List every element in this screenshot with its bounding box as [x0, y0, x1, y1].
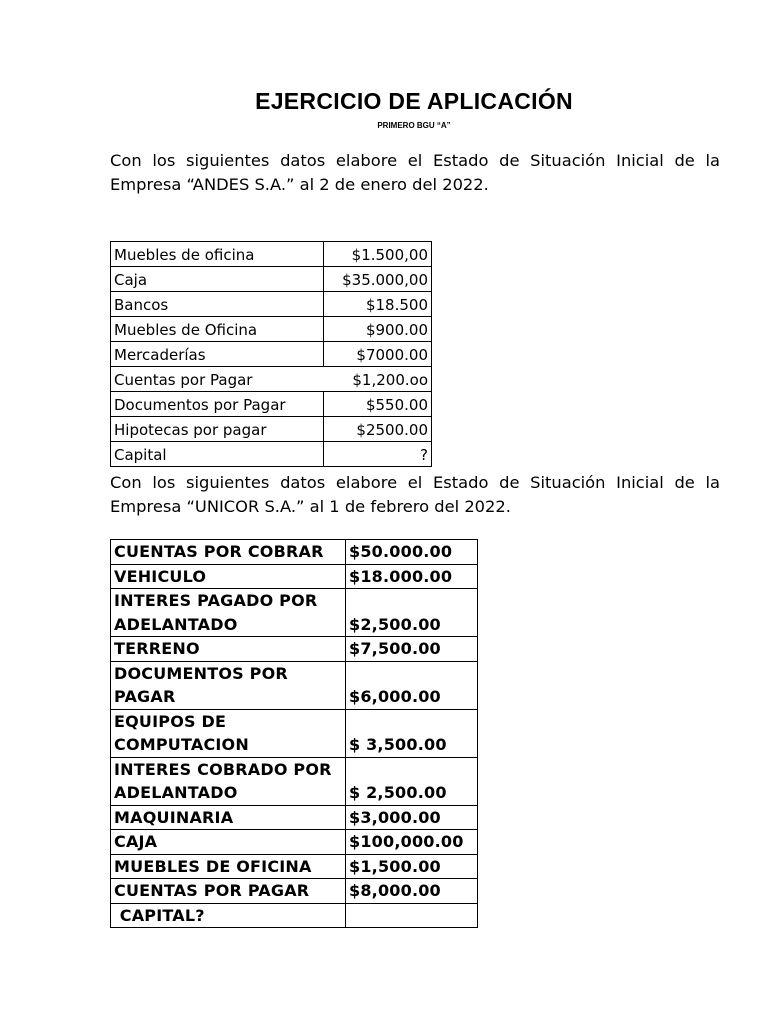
- account-value: $18.000.00: [346, 564, 478, 589]
- document-title: EJERCICIO DE APLICACIÓN: [255, 88, 573, 114]
- account-value: $1.500,00: [324, 242, 432, 267]
- account-label: CUENTAS POR COBRAR: [111, 540, 346, 565]
- account-label: MAQUINARIA: [111, 805, 346, 830]
- account-value: $550.00: [324, 392, 432, 417]
- account-value: $900.00: [324, 317, 432, 342]
- table-row: [111, 540, 478, 565]
- table-row: [111, 879, 478, 904]
- account-label: Bancos: [111, 292, 324, 317]
- table-row: [111, 589, 478, 637]
- account-value: $8,000.00: [346, 879, 478, 904]
- account-label: Cuentas por Pagar: [111, 367, 324, 392]
- exercise1-table: [110, 241, 432, 467]
- account-label: CAJA: [111, 830, 346, 855]
- account-label: Muebles de Oficina: [111, 317, 324, 342]
- exercise2-table: [110, 539, 478, 928]
- table-row: [111, 392, 432, 417]
- account-value: $100,000.00: [346, 830, 478, 855]
- table-row: [111, 903, 478, 928]
- table-row: [111, 292, 432, 317]
- account-value: $1,500.00: [346, 854, 478, 879]
- exercise1-instruction: Con los siguientes datos elabore el Estado de Situación Inicial de la Empresa “ANDES S.A.” al 2 de enero del 2022.: [110, 151, 720, 194]
- account-label: VEHICULO: [111, 564, 346, 589]
- table-row: [111, 342, 432, 367]
- account-label: INTERES COBRADO POR ADELANTADO: [111, 757, 346, 805]
- table-row: [111, 805, 478, 830]
- account-value: $7,500.00: [346, 637, 478, 662]
- account-value: $2,500.00: [346, 589, 478, 637]
- account-value: $18.500: [324, 292, 432, 317]
- account-value: $6,000.00: [346, 661, 478, 709]
- account-label: INTERES PAGADO POR ADELANTADO: [111, 589, 346, 637]
- table-row: [111, 854, 478, 879]
- table-row: [111, 367, 432, 392]
- table-row: [111, 661, 478, 709]
- table-row: [111, 317, 432, 342]
- account-value: $2500.00: [324, 417, 432, 442]
- table-row: [111, 709, 478, 757]
- account-label: Documentos por Pagar: [111, 392, 324, 417]
- document-subtitle: PRIMERO BGU “A”: [377, 121, 451, 130]
- account-label: MUEBLES DE OFICINA: [111, 854, 346, 879]
- account-label: Capital: [111, 442, 324, 467]
- account-label: DOCUMENTOS POR PAGAR: [111, 661, 346, 709]
- account-value: $35.000,00: [324, 267, 432, 292]
- table-row: [111, 442, 432, 467]
- table-row: [111, 267, 432, 292]
- account-label: EQUIPOS DE COMPUTACION: [111, 709, 346, 757]
- table-row: [111, 830, 478, 855]
- account-value: $7000.00: [324, 342, 432, 367]
- account-value: $3,000.00: [346, 805, 478, 830]
- account-label: CUENTAS POR PAGAR: [111, 879, 346, 904]
- account-label: Muebles de oficina: [111, 242, 324, 267]
- exercise2-instruction: Con los siguientes datos elabore el Estado de Situación Inicial de la Empresa “UNICOR S.A.” al 1 de febrero del 2022.: [110, 473, 720, 516]
- account-value: ?: [324, 442, 432, 467]
- account-label: TERRENO: [111, 637, 346, 662]
- table-row: [111, 637, 478, 662]
- account-value: [346, 903, 478, 928]
- account-label: Hipotecas por pagar: [111, 417, 324, 442]
- table-row: [111, 564, 478, 589]
- table-row: [111, 242, 432, 267]
- account-label: CAPITAL?: [111, 903, 346, 928]
- table-row: [111, 417, 432, 442]
- account-label: Caja: [111, 267, 324, 292]
- account-label: Mercaderías: [111, 342, 324, 367]
- account-value: $1,200.oo: [324, 367, 432, 392]
- account-value: $ 3,500.00: [346, 709, 478, 757]
- account-value: $ 2,500.00: [346, 757, 478, 805]
- table-row: [111, 757, 478, 805]
- account-value: $50.000.00: [346, 540, 478, 565]
